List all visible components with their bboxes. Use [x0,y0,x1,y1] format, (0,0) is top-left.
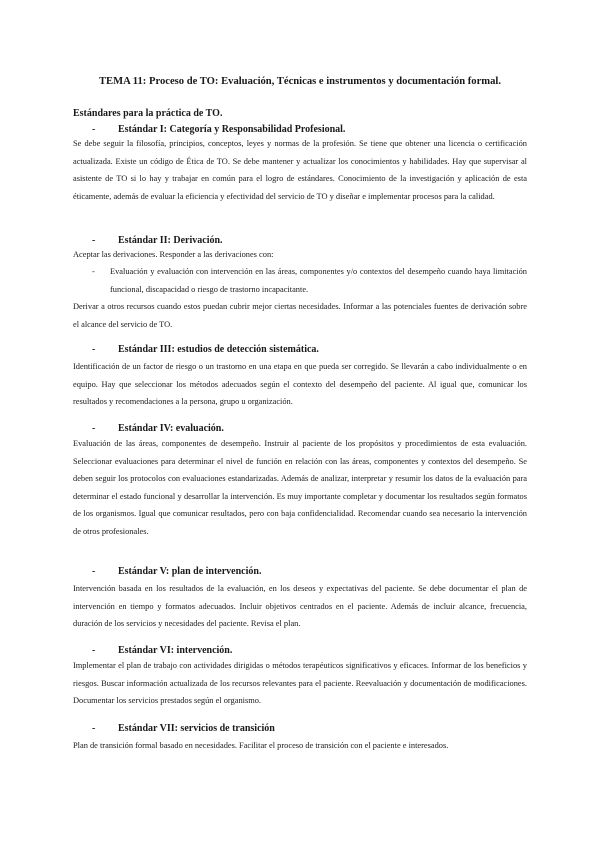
standard-7-title: Estándar VII: servicios de transición [118,723,275,734]
standard-6-title: Estándar VI: intervención. [118,645,233,656]
standard-2-bullet-text: Evaluación y evaluación con intervención en las áreas, componentes y/o contextos del desempeño cuando haya limitación funcional, discapacidad o riesgo de trastorno incapacitante. [110,267,527,294]
standard-5-heading [92,566,261,577]
bullet-dash: - [92,124,96,135]
standard-2-title: Estándar II: Derivación. [118,235,223,246]
standard-2-heading [92,235,223,246]
bullet-dash: - [92,566,96,577]
standard-3-heading [92,344,319,355]
bullet-dash: - [92,645,96,656]
standard-1-text: Se debe seguir la filosofía, principios, conceptos, leyes y normas de la profesión. Se tiene que obtener una licencia o certificación actualizada. Existe un código de Ética de TO. Se debe mantener y actualizar los conocimientos y habilidades. Hay que supervisar al asistente de TO si lo hay y trabajar en común para el logro de estándares. Conocimiento de la investigación y aplicación de esta éticamente, además de evaluar la eficiencia y efectividad del servicio de TO y diseñar e implementar procesos para la calidad. [73,139,527,201]
standard-4-text: Evaluación de las áreas, componentes de desempeño. Instruir al paciente de los propósitos y procedimientos de esta evaluación. Seleccionar evaluaciones para determinar el nivel de función en relación con las áreas, componentes y contextos del desempeño. Se deben seguir los protocolos con evaluaciones estandarizadas. Además de analizar, interpretar y resumir los datos de la evaluación para determinar el estado funcional y desarrollar la intervención. Es muy importante completar y documentar los resultados según formatos de los organismos. Igual que comunicar resultados, pero con baja confidencialidad. Recomendar cuando sea necesario la intervención de otros profesionales. [73,439,527,536]
bullet-dash: - [92,723,96,734]
standard-4-title: Estándar IV: evaluación. [118,423,224,434]
standard-5-title: Estándar V: plan de intervención. [118,566,262,577]
standard-4-heading [92,423,224,434]
standard-2-bullet [92,263,527,298]
standard-1-title: Estándar I: Categoría y Responsabilidad Profesional. [118,124,346,135]
standard-7-heading [92,723,275,734]
bullet-dash: - [92,423,96,434]
standard-1-heading [92,124,345,135]
section-heading: Estándares para la práctica de TO. [73,108,223,119]
standard-3-title: Estándar III: estudios de detección sistemática. [118,344,319,355]
standard-2-intro: Aceptar las derivaciones. Responder a las derivaciones con: [73,250,274,259]
standard-5-text: Intervención basada en los resultados de la evaluación, en los deseos y expectativas del paciente. Se debe documentar el plan de intervención en tiempo y formatos adecuados. Incluir objetivos centrados en el paciente. Además de incluir alcance, frecuencia, duración de los servicios y necesidades del paciente. Revisa el plan. [73,584,527,629]
standard-6-text: Implementar el plan de trabajo con actividades dirigidas o métodos terapéuticos significativos y eficaces. Informar de los beneficios y riesgos. Buscar información actualizada de los recursos relevantes para el paciente. Reevaluación y documentación de modificaciones. Documentar los servicios prestados según el organismo. [73,661,527,706]
bullet-dash: - [92,235,96,246]
standard-7-text: Plan de transición formal basado en necesidades. Facilitar el proceso de transición con el paciente e interesados. [73,741,449,750]
standard-6-heading [92,645,232,656]
bullet-dash: - [92,344,96,355]
standard-3-text: Identificación de un factor de riesgo o un trastorno en una etapa en que pueda ser corregido. Se llevarán a cabo individualmente o en equipo. Hay que seleccionar los métodos adecuados según el contexto del desempeño del paciente. Al igual que, comunicar los resultados y recomendaciones a la persona, grupo u organización. [73,362,527,407]
standard-2-text: Derivar a otros recursos cuando estos puedan cubrir mejor ciertas necesidades. Informar a las potenciales fuentes de derivación sobre el alcance del servicio de TO. [73,302,527,329]
document-title: TEMA 11: Proceso de TO: Evaluación, Técnicas e instrumentos y documentación formal. [98,76,502,87]
bullet-dash: - [92,267,95,276]
